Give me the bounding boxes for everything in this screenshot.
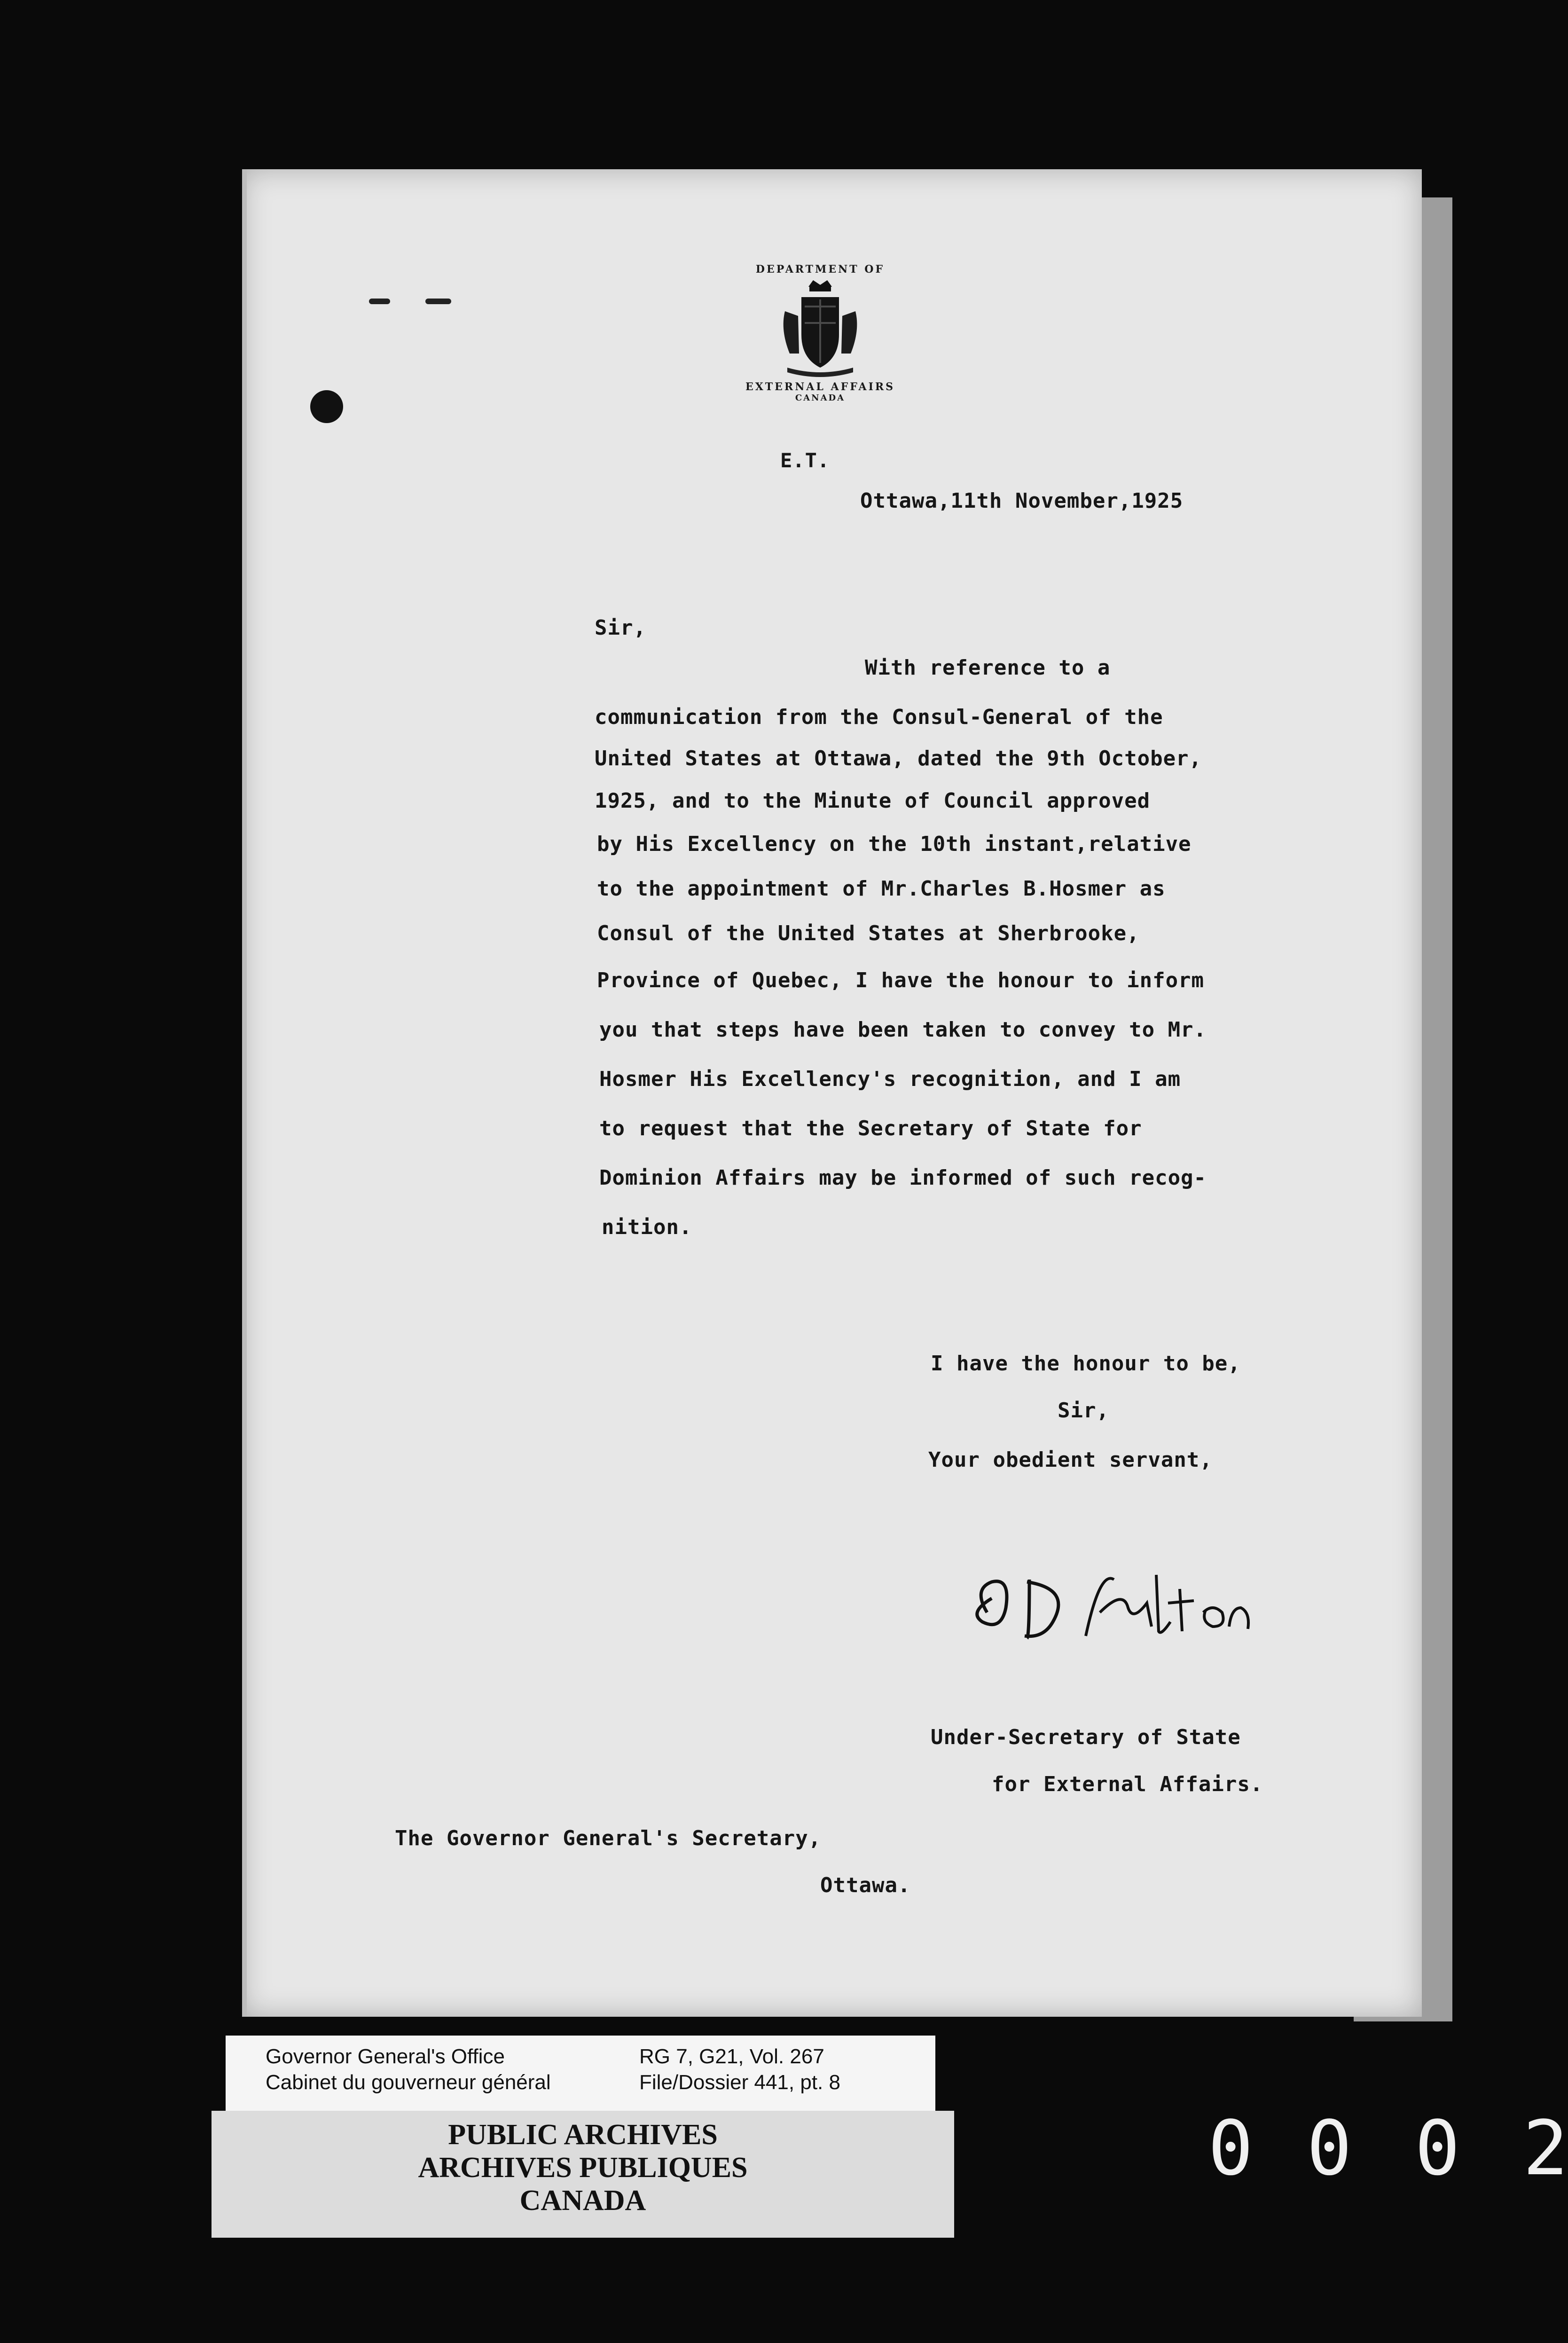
letter-date: Ottawa,11th November,1925 — [860, 489, 1184, 513]
body-line: nition. — [602, 1215, 692, 1239]
body-line: to request that the Secretary of State for — [599, 1116, 1142, 1140]
body-line: Dominion Affairs may be informed of such recog- — [599, 1166, 1207, 1190]
signatory-title: for External Affairs. — [992, 1772, 1263, 1796]
stamp-line: ARCHIVES PUBLIQUES — [418, 2152, 748, 2184]
stamp-line: PUBLIC ARCHIVES — [448, 2119, 718, 2151]
coat-of-arms-icon — [776, 278, 865, 377]
body-line: United States at Ottawa, dated the 9th October, — [595, 747, 1202, 771]
ink-mark — [425, 299, 451, 304]
body-line: With reference to a — [865, 656, 1111, 680]
closing-line: Your obedient servant, — [928, 1448, 1213, 1472]
office-name-fr: Cabinet du gouverneur général — [266, 2071, 551, 2094]
body-line: 1925, and to the Minute of Council approved — [595, 789, 1151, 813]
addressee-line: The Governor General's Secretary, — [395, 1826, 822, 1850]
frame-digit: 0 — [1307, 2104, 1352, 2192]
letterhead-bottom: EXTERNAL AFFAIRS — [745, 381, 895, 393]
frame-digit: 2 — [1523, 2104, 1568, 2192]
letter-page — [242, 169, 1422, 2017]
letterhead-country: CANADA — [795, 393, 846, 403]
body-line: Province of Quebec, I have the honour to inform — [597, 968, 1205, 992]
salutation: Sir, — [595, 616, 646, 640]
punch-hole — [310, 390, 343, 423]
page-edge — [242, 169, 247, 2017]
frame-digit: 0 — [1208, 2104, 1254, 2192]
body-line: communication from the Consul-General of the — [595, 705, 1163, 729]
ink-mark — [369, 299, 390, 304]
letterhead — [721, 263, 919, 442]
handwritten-signature — [959, 1561, 1288, 1655]
public-archives-stamp — [212, 2111, 954, 2238]
office-name-en: Governor General's Office — [266, 2045, 505, 2068]
body-line: you that steps have been taken to convey to Mr. — [599, 1018, 1207, 1042]
body-line: Consul of the United States at Sherbrooke, — [597, 921, 1140, 945]
closing-line: I have the honour to be, — [931, 1352, 1241, 1376]
letterhead-top: DEPARTMENT OF — [755, 263, 885, 275]
record-group-ref: RG 7, G21, Vol. 267 — [639, 2045, 824, 2068]
body-line: to the appointment of Mr.Charles B.Hosmer as — [597, 877, 1166, 901]
closing-line: Sir, — [1058, 1399, 1109, 1423]
frame-digit: 0 — [1415, 2104, 1460, 2192]
body-line: by His Excellency on the 10th instant,relative — [597, 832, 1192, 856]
signatory-title: Under-Secretary of State — [931, 1725, 1241, 1749]
reference-code: E.T. — [780, 449, 830, 472]
stamp-line: CANADA — [519, 2185, 646, 2217]
body-line: Hosmer His Excellency's recognition, and I am — [599, 1067, 1181, 1091]
archive-reference-label — [226, 2036, 935, 2115]
file-ref: File/Dossier 441, pt. 8 — [639, 2071, 840, 2094]
addressee-line: Ottawa. — [820, 1873, 911, 1897]
